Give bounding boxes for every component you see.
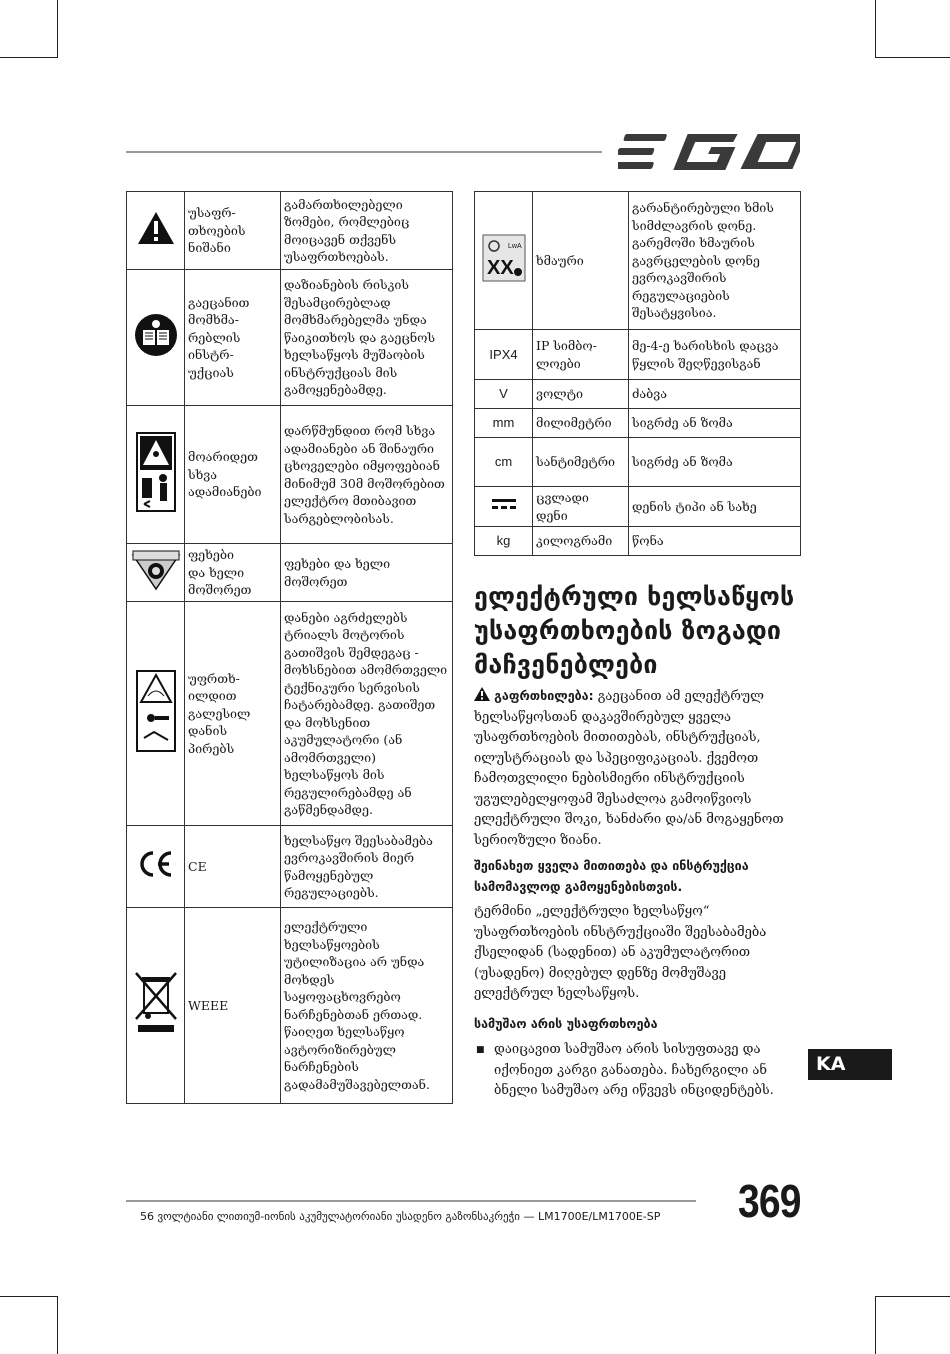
page-number: 369: [738, 1175, 801, 1227]
symbol-name: კილოგრამი: [533, 527, 629, 556]
crop-mark: [0, 1296, 58, 1297]
crop-mark: [875, 57, 950, 58]
table-row: [475, 192, 801, 330]
table-row: [475, 409, 801, 438]
language-tab: KA: [808, 1049, 892, 1080]
weee-bin-icon: [127, 908, 185, 1104]
section-heading: ელექტრული ხელსაწყოს უსაფრთხოების ზოგადი მაჩვენებლები: [474, 582, 795, 679]
symbol-name: WEEE: [185, 908, 281, 1104]
table-row: [475, 527, 801, 556]
footer-text: 56 ვოლტიანი ლითიუმ-იონის აკუმულატორიანი უსადენო გაზონსაკრეჭი — LM1700E/LM1700E-SP: [140, 1210, 661, 1223]
table-row: [127, 826, 453, 908]
table-row: [475, 380, 801, 409]
crop-mark: [0, 57, 58, 58]
symbol-name: IP სიმბო- ლოები: [533, 330, 629, 380]
symbol-meaning: სიგრძე ან ზომა: [629, 438, 801, 487]
ipx4-symbol: IPX4: [475, 330, 533, 380]
symbol-name: ვოლტი: [533, 380, 629, 409]
symbol-meaning: ფეხები და ხელი მოშორეთ: [281, 544, 453, 602]
sharp-blades-icon: [127, 602, 185, 826]
list-item: ■ დაიცავით სამუშაო არის სისუფთავე და იქონიეთ კარგი განათება. ჩახერგილი ან ბნელი სამუშაო არე იწვევს ინციდენტებს.: [474, 1040, 804, 1102]
units-symbols-table: [474, 191, 801, 556]
crop-mark: [57, 1296, 58, 1354]
symbol-name: მოარიდეთ სხვა ადამიანები: [185, 406, 281, 544]
safety-symbols-table: [126, 191, 453, 1104]
symbol-name: გაეცანით მომხმა- რებლის ინსტრ- უქციას: [185, 270, 281, 406]
table-row: [127, 192, 453, 270]
symbol-name: ცვლადი დენი: [533, 487, 629, 527]
ce-mark-icon: [127, 826, 185, 908]
warning-text: გაეცანით ამ ელექტრულ ხელსაწყოსთან დაკავშირებულ ყველა უსაფრთხოების მითითებას, ინსტრუქციას, ილუსტრაციას და სპეციფიკაციას. ქვემოთ ჩამოთვლილი ნებისმიერი ინსტრუქციის უგულებელყოფამ შესაძლოა გამოიწვიოს ელექტრული შოკი, ხანძარი და/ან მოგაყენოთ სერიოზული ზიანი.: [474, 689, 784, 848]
symbol-meaning: სიგრძე ან ზომა: [629, 409, 801, 438]
symbol-meaning: დარწმუნდით რომ სხვა ადამიანები ან შინაური ცხოველები იმყოფებიან მინიმუმ 30მ მოშორებით ელექტრო მთიბავით სარგებლობისას.: [281, 406, 453, 544]
table-row: [475, 438, 801, 487]
symbol-meaning: მე-4-ე ხარისხის დაცვა წყლის შეღწევისგან: [629, 330, 801, 380]
crop-mark: [57, 0, 58, 58]
warning-label: გაფრთხილება:: [494, 688, 594, 703]
svg-text:XX: XX: [486, 257, 514, 280]
symbol-name: მილიმეტრი: [533, 409, 629, 438]
symbol-name: ხმაური: [533, 192, 629, 330]
symbol-meaning: დენის ტიპი ან სახე: [629, 487, 801, 527]
mm-symbol: mm: [475, 409, 533, 438]
symbol-meaning: გამართხილებელი ზომები, რომლებიც მოიცავენ თქვენს უსაფრთხოებას.: [281, 192, 453, 270]
term-paragraph: ტერმინი „ელექტრული ხელსაწყო“ უსაფრთხოების ინსტრუქციაში შეესაბამება ქსელიდან (სადენით) ან აკუმულატორით (უსადენო) მიღებულ დენზე მომუშავე ელექტრულ ხელსაწყოს.: [474, 904, 767, 1001]
symbol-name: ფეხები და ხელი მოშორეთ: [185, 544, 281, 602]
symbol-meaning: დაზიანების რისკის შესამცირებლად მომხმარებელმა უნდა წაიკითხოს და გაეცნოს ხელსაწყოს მუშაობის ინსტრუქციას მის გამოყენებამდე.: [281, 270, 453, 406]
symbol-meaning: ძაბვა: [629, 380, 801, 409]
header-rule: [126, 151, 602, 153]
symbol-name: უსაფრ- თხოების ნიშანი: [185, 192, 281, 270]
symbol-meaning: დანები აგრძელებს ტრიალს მოტორის გათიშვის შემდეგაც - მოხსნებით ამომრთველი ტექნიკური სერვისის ჩატარებამდე. გათიშეთ და მოხსენით აკუმულატორი (ან ამომრთველი) ხელსაწყოს მის რეგულირებამდე ან გაწმენდამდე.: [281, 602, 453, 826]
noise-level-icon: [475, 192, 533, 330]
symbol-meaning: წონა: [629, 527, 801, 556]
ego-logo: [618, 132, 800, 172]
table-row: [127, 602, 453, 826]
table-row: [475, 330, 801, 380]
dc-symbol-icon: [475, 487, 533, 527]
symbol-meaning: ელექტრული ხელსაწყოების უტილიზაცია არ უნდა მოხდეს საყოფაცხოვრებო ნარჩენებთან ერთად. წაიღეთ ხელსაწყო ავტორიზირებულ ნარჩენების გადამამუშავებელთან.: [281, 908, 453, 1104]
work-area-heading: სამუშაო არის უსაფრთხოება: [474, 1016, 658, 1031]
warning-triangle-icon: [474, 687, 490, 701]
table-row: [127, 270, 453, 406]
symbol-meaning: ხელსაწყო შეესაბამება ევროკავშირის მიერ წამოყენებულ რეგულაციებს.: [281, 826, 453, 908]
table-row: [127, 908, 453, 1104]
volt-symbol: V: [475, 380, 533, 409]
warning-triangle-icon: [127, 192, 185, 270]
symbol-name: სანტიმეტრი: [533, 438, 629, 487]
kg-symbol: kg: [475, 527, 533, 556]
svg-text:LwA: LwA: [507, 243, 522, 251]
table-row: [127, 544, 453, 602]
table-row: [127, 406, 453, 544]
footer-rule: [126, 1200, 696, 1202]
keep-instructions-text: შეინახეთ ყველა მითითება და ინსტრუქცია სამომავლოდ გამოყენებისთვის.: [474, 858, 749, 894]
symbol-meaning: გარანტირებული ხმის სიმძლავრის დონე. გარემოში ხმაურის გავრცელების დონე ევროკავშირის რეგულაციების შესატყვისია.: [629, 192, 801, 330]
keep-bystanders-away-icon: [127, 406, 185, 544]
read-manual-icon: [127, 270, 185, 406]
crop-mark: [875, 1296, 876, 1354]
symbol-name: CE: [185, 826, 281, 908]
cm-symbol: cm: [475, 438, 533, 487]
table-row: [475, 487, 801, 527]
crop-mark: [875, 0, 876, 58]
crop-mark: [875, 1296, 950, 1297]
bullet-list: [474, 1040, 804, 1102]
keep-hands-feet-away-icon: [127, 544, 185, 602]
warning-paragraph: [474, 686, 804, 851]
symbol-name: უფრთხ- ილდით გალესილ დანის პირებს: [185, 602, 281, 826]
